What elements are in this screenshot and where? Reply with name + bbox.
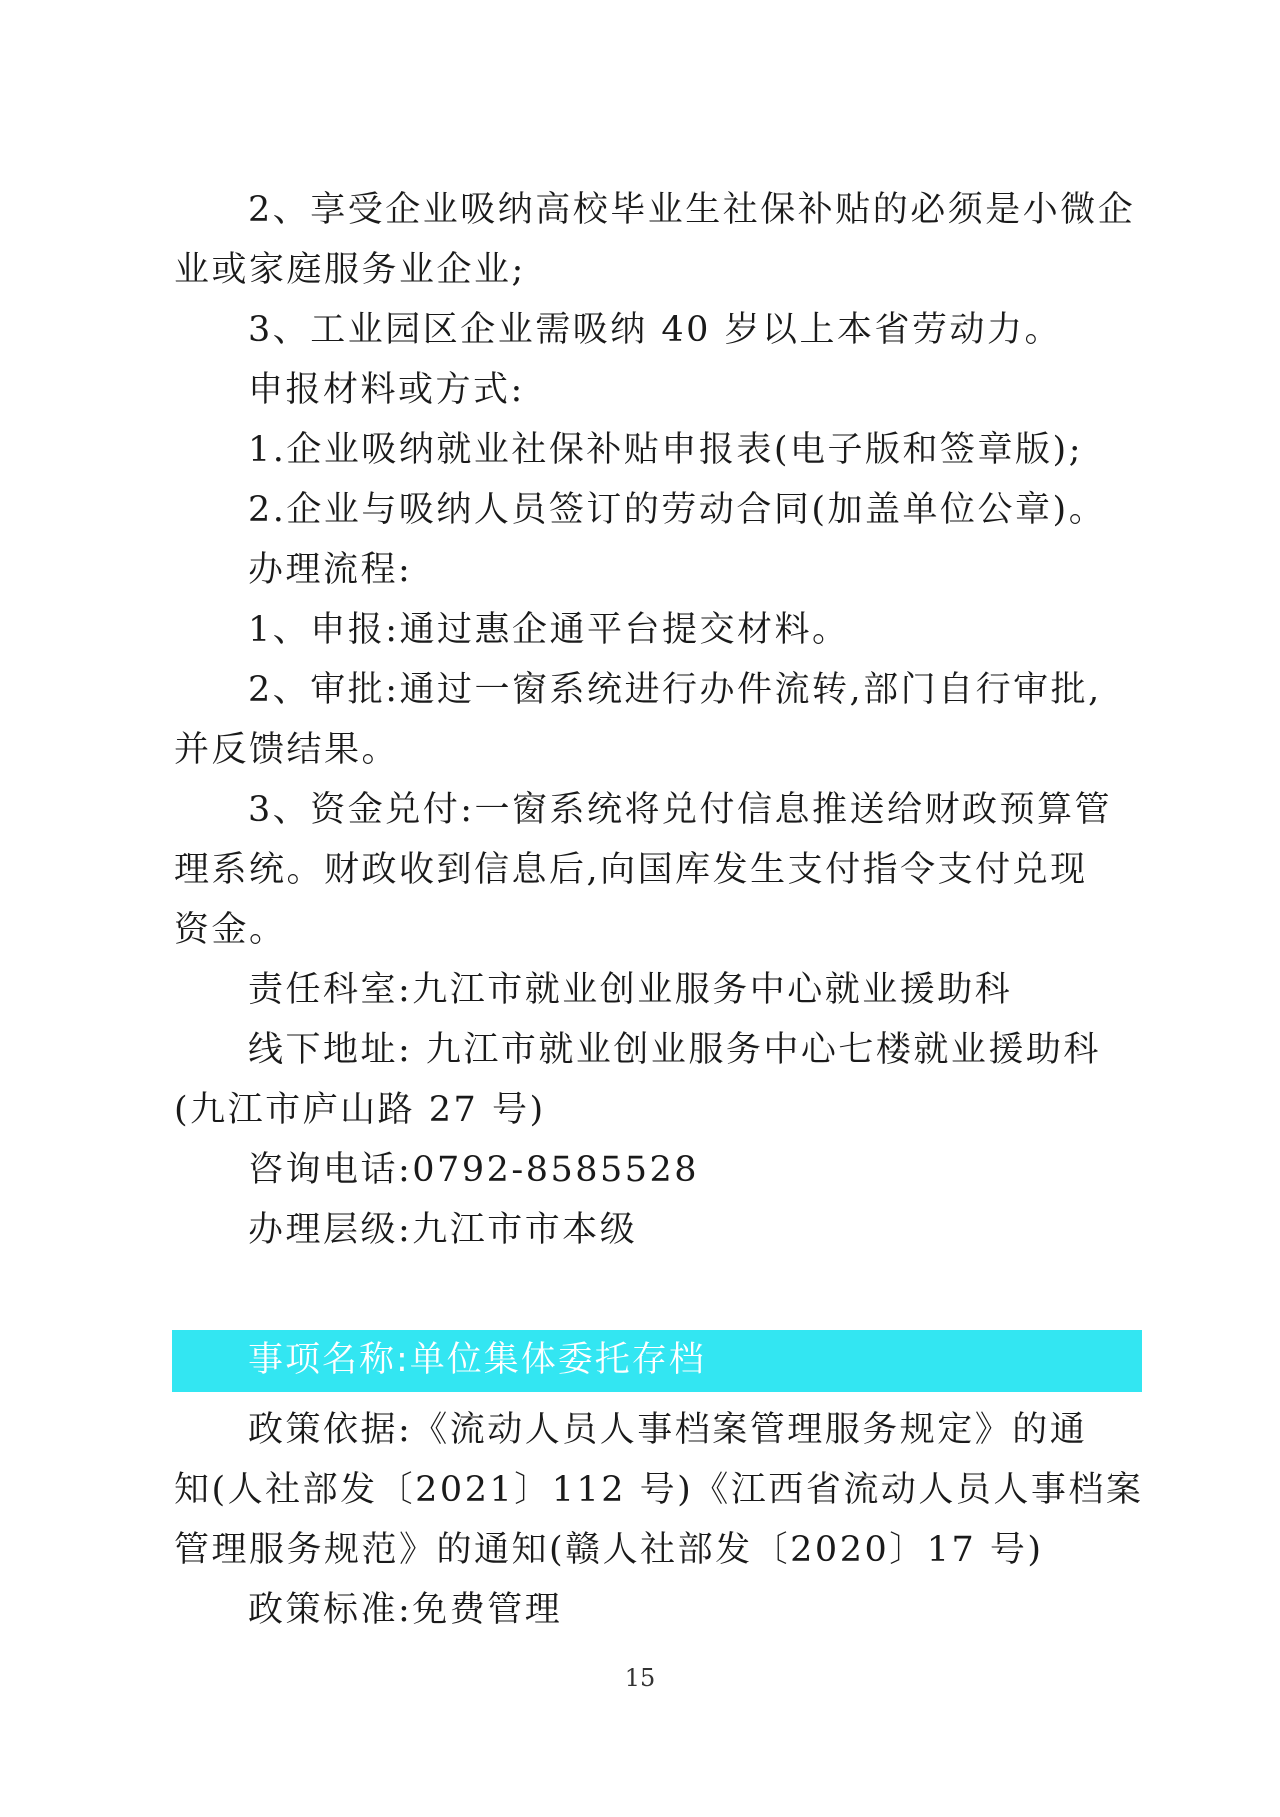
line-process-3: 3、资金兑付:一窗系统将兑付信息推送给财政预算管 [248, 790, 1113, 830]
line-consult-phone: 咨询电话:0792-8585528 [248, 1150, 700, 1190]
line-offline-address: 线下地址: 九江市就业创业服务中心七楼就业援助科 [248, 1030, 1101, 1070]
section-process-title: 办理流程: [248, 550, 413, 590]
line-policy-basis-cont2: 管理服务规范》的通知(赣人社部发〔2020〕17 号) [174, 1530, 1044, 1570]
line-policy-basis: 政策依据:《流动人员人事档案管理服务规定》的通 [248, 1410, 1088, 1450]
line-material-2: 2.企业与吸纳人员签订的劳动合同(加盖单位公章)。 [248, 490, 1107, 530]
line-process-2-cont: 并反馈结果。 [174, 730, 400, 770]
page-number: 15 [624, 1664, 656, 1692]
section-materials-title: 申报材料或方式: [248, 370, 525, 410]
item-heading: 事项名称:单位集体委托存档 [248, 1340, 706, 1380]
line-handling-level: 办理层级:九江市市本级 [248, 1210, 638, 1250]
line-process-2: 2、审批:通过一窗系统进行办件流转,部门自行审批, [248, 670, 1102, 710]
line-material-1: 1.企业吸纳就业社保补贴申报表(电子版和签章版); [248, 430, 1083, 470]
line-responsible-office: 责任科室:九江市就业创业服务中心就业援助科 [248, 970, 1013, 1010]
line-qualification-3: 3、工业园区企业需吸纳 40 岁以上本省劳动力。 [248, 310, 1063, 350]
line-process-3-cont: 理系统。财政收到信息后,向国库发生支付指令支付兑现 [174, 850, 1088, 890]
line-offline-address-cont: (九江市庐山路 27 号) [174, 1090, 546, 1130]
line-policy-standard: 政策标准:免费管理 [248, 1590, 563, 1630]
line-qualification-2-cont: 业或家庭服务业企业; [174, 250, 526, 290]
line-policy-basis-cont: 知(人社部发〔2021〕112 号)《江西省流动人员人事档案 [174, 1470, 1144, 1510]
line-process-1: 1、申报:通过惠企通平台提交材料。 [248, 610, 850, 650]
line-qualification-2: 2、享受企业吸纳高校毕业生社保补贴的必须是小微企 [248, 190, 1136, 230]
line-process-3-cont2: 资金。 [174, 910, 287, 950]
